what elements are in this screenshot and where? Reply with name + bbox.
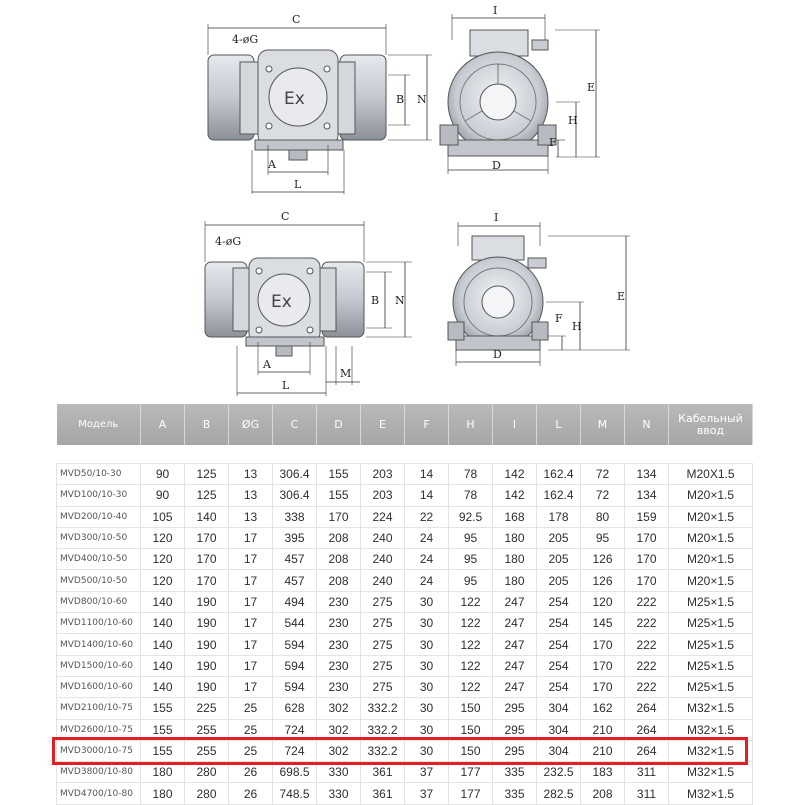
table-cell: M32×1.5 — [669, 698, 753, 719]
model-cell: MVD200/10-40 — [57, 506, 141, 527]
table-cell: 37 — [405, 762, 449, 783]
table-cell: 222 — [625, 655, 669, 676]
table-cell: 17 — [229, 570, 273, 591]
bottom-side-dim-e: E — [617, 290, 626, 303]
col-header-f: F — [405, 404, 449, 445]
table-cell: 95 — [449, 570, 493, 591]
table-cell: 255 — [185, 740, 229, 761]
table-cell: 306.4 — [273, 464, 317, 485]
top-side-dim-d: D — [492, 159, 501, 172]
bottom-side-dim-h: H — [572, 320, 582, 333]
table-cell: 78 — [449, 485, 493, 506]
table-cell: 142 — [493, 464, 537, 485]
table-cell: 280 — [185, 762, 229, 783]
table-cell: 17 — [229, 676, 273, 697]
table-cell: 126 — [581, 549, 625, 570]
table-cell: 594 — [273, 634, 317, 655]
table-cell: 122 — [449, 591, 493, 612]
table-cell: 210 — [581, 719, 625, 740]
table-cell: M25×1.5 — [669, 676, 753, 697]
table-cell: M20×1.5 — [669, 570, 753, 591]
table-cell: 170 — [625, 570, 669, 591]
table-cell: 698.5 — [273, 762, 317, 783]
table-row — [57, 527, 753, 548]
table-cell: 168 — [493, 506, 537, 527]
table-cell: 26 — [229, 762, 273, 783]
table-cell: 275 — [361, 655, 405, 676]
table-cell: 120 — [141, 549, 185, 570]
table-row — [57, 613, 753, 634]
dimension-drawings — [0, 0, 800, 400]
table-cell: 295 — [493, 740, 537, 761]
table-cell: 17 — [229, 591, 273, 612]
table-cell: 170 — [185, 527, 229, 548]
table-cell: 304 — [537, 719, 581, 740]
table-cell: 140 — [185, 506, 229, 527]
table-cell: M20×1.5 — [669, 506, 753, 527]
table-cell: 330 — [317, 783, 361, 804]
table-cell: 72 — [581, 485, 625, 506]
table-cell: 335 — [493, 783, 537, 804]
table-cell: 95 — [581, 527, 625, 548]
table-cell: 142 — [493, 485, 537, 506]
table-cell: 361 — [361, 762, 405, 783]
table-cell: 17 — [229, 549, 273, 570]
table-cell: 190 — [185, 655, 229, 676]
table-row — [57, 762, 753, 783]
table-cell: M25×1.5 — [669, 613, 753, 634]
top-front-ex-mark: Ex — [284, 89, 305, 109]
table-row — [57, 634, 753, 655]
table-cell: 90 — [141, 464, 185, 485]
model-cell: MVD1500/10-60 — [57, 655, 141, 676]
table-cell: 457 — [273, 549, 317, 570]
model-cell: MVD800/10-60 — [57, 591, 141, 612]
table-cell: 203 — [361, 485, 405, 506]
table-cell: 304 — [537, 698, 581, 719]
table-cell: 140 — [141, 591, 185, 612]
table-cell: 230 — [317, 591, 361, 612]
top-side-dim-f: F — [549, 136, 557, 149]
bottom-front-dim-l: L — [282, 379, 290, 392]
table-cell: 247 — [493, 655, 537, 676]
table-cell: 170 — [581, 655, 625, 676]
table-cell: 205 — [537, 527, 581, 548]
table-cell: 17 — [229, 634, 273, 655]
table-cell: 264 — [625, 719, 669, 740]
table-cell: 247 — [493, 613, 537, 634]
table-cell: 240 — [361, 549, 405, 570]
table-row — [57, 485, 753, 506]
model-cell: MVD50/10-30 — [57, 464, 141, 485]
table-cell: 724 — [273, 740, 317, 761]
table-cell: 140 — [141, 676, 185, 697]
top-side-dim-i: I — [493, 4, 498, 17]
table-cell: 230 — [317, 613, 361, 634]
model-cell: MVD300/10-50 — [57, 527, 141, 548]
table-cell: M32×1.5 — [669, 762, 753, 783]
table-cell: 275 — [361, 634, 405, 655]
table-cell: 332.2 — [361, 719, 405, 740]
table-cell: 30 — [405, 591, 449, 612]
table-row — [57, 740, 753, 761]
table-cell: 210 — [581, 740, 625, 761]
bottom-side-dim-f: F — [555, 312, 563, 325]
bottom-front-dim-a: A — [263, 358, 271, 371]
model-cell: MVD2600/10-75 — [57, 719, 141, 740]
bottom-front-dim-n: N — [395, 294, 405, 307]
table-cell: 72 — [581, 464, 625, 485]
table-cell: 748.5 — [273, 783, 317, 804]
col-header-a: A — [141, 404, 185, 445]
bottom-front-dim-b: B — [371, 294, 380, 307]
table-cell: 311 — [625, 762, 669, 783]
table-cell: M20×1.5 — [669, 527, 753, 548]
table-row — [57, 655, 753, 676]
table-cell: 361 — [361, 783, 405, 804]
model-cell: MVD100/10-30 — [57, 485, 141, 506]
table-cell: 222 — [625, 676, 669, 697]
top-front-dim-c: C — [292, 13, 301, 26]
table-cell: 105 — [141, 506, 185, 527]
col-header-model: Модель — [57, 404, 141, 445]
table-cell: 37 — [405, 783, 449, 804]
table-cell: M25×1.5 — [669, 591, 753, 612]
col-header-b: B — [185, 404, 229, 445]
table-cell: 25 — [229, 719, 273, 740]
table-cell: 30 — [405, 634, 449, 655]
table-cell: 208 — [317, 570, 361, 591]
table-row — [57, 464, 753, 485]
model-cell: MVD400/10-50 — [57, 549, 141, 570]
table-cell: 544 — [273, 613, 317, 634]
table-cell: 240 — [361, 527, 405, 548]
table-cell: 22 — [405, 506, 449, 527]
table-cell: 180 — [493, 549, 537, 570]
table-cell: 78 — [449, 464, 493, 485]
table-cell: 122 — [449, 613, 493, 634]
table-cell: 30 — [405, 698, 449, 719]
model-cell: MVD4700/10-80 — [57, 783, 141, 804]
table-body — [57, 464, 753, 805]
bottom-side-view — [448, 211, 630, 366]
table-cell: 80 — [581, 506, 625, 527]
table-cell: 330 — [317, 762, 361, 783]
table-row — [57, 591, 753, 612]
table-cell: 180 — [141, 783, 185, 804]
bottom-front-dim-g: 4-øG — [215, 235, 242, 248]
table-cell: 208 — [317, 549, 361, 570]
bottom-side-dim-d: D — [493, 348, 502, 361]
table-cell: 170 — [625, 527, 669, 548]
table-row — [57, 783, 753, 804]
table-cell: 190 — [185, 591, 229, 612]
table-cell: 159 — [625, 506, 669, 527]
table-cell: 120 — [581, 591, 625, 612]
table-cell: 395 — [273, 527, 317, 548]
table-cell: 30 — [405, 719, 449, 740]
table-cell: M20X1.5 — [669, 464, 753, 485]
table-cell: 190 — [185, 676, 229, 697]
table-cell: 338 — [273, 506, 317, 527]
table-cell: 95 — [449, 549, 493, 570]
bottom-front-dim-c: C — [281, 210, 290, 223]
col-header-n: N — [625, 404, 669, 445]
table-cell: 254 — [537, 634, 581, 655]
table-cell: 304 — [537, 740, 581, 761]
col-header-m: M — [581, 404, 625, 445]
table-cell: 254 — [537, 676, 581, 697]
table-cell: 170 — [581, 634, 625, 655]
table-cell: 155 — [141, 740, 185, 761]
col-header-i: I — [493, 404, 537, 445]
table-cell: 134 — [625, 464, 669, 485]
table-cell: 150 — [449, 698, 493, 719]
col-header-l: L — [537, 404, 581, 445]
table-cell: 162.4 — [537, 464, 581, 485]
table-cell: 240 — [361, 570, 405, 591]
table-cell: 14 — [405, 464, 449, 485]
col-header-d: D — [317, 404, 361, 445]
table-cell: 275 — [361, 676, 405, 697]
table-cell: 628 — [273, 698, 317, 719]
table-cell: 17 — [229, 655, 273, 676]
table-cell: 90 — [141, 485, 185, 506]
table-cell: 332.2 — [361, 698, 405, 719]
table-cell: 264 — [625, 740, 669, 761]
table-cell: 306.4 — [273, 485, 317, 506]
table-cell: 335 — [493, 762, 537, 783]
table-cell: 180 — [493, 570, 537, 591]
table-cell: 120 — [141, 570, 185, 591]
table-header-row — [57, 404, 753, 445]
top-side-dim-h: H — [568, 114, 578, 127]
model-cell: MVD1400/10-60 — [57, 634, 141, 655]
table-cell: 178 — [537, 506, 581, 527]
table-cell: 254 — [537, 613, 581, 634]
table-cell: 203 — [361, 464, 405, 485]
table-cell: 222 — [625, 634, 669, 655]
table-cell: 311 — [625, 783, 669, 804]
model-cell: MVD1100/10-60 — [57, 613, 141, 634]
top-front-dim-l: L — [294, 178, 302, 191]
col-header-e: E — [361, 404, 405, 445]
table-cell: 13 — [229, 464, 273, 485]
model-cell: MVD1600/10-60 — [57, 676, 141, 697]
table-cell: 457 — [273, 570, 317, 591]
table-cell: 170 — [581, 676, 625, 697]
table-cell: 302 — [317, 740, 361, 761]
table-row — [57, 506, 753, 527]
table-cell: 126 — [581, 570, 625, 591]
table-cell: M20×1.5 — [669, 549, 753, 570]
table-cell: 30 — [405, 655, 449, 676]
table-cell: M25×1.5 — [669, 655, 753, 676]
table-cell: M32×1.5 — [669, 719, 753, 740]
table-cell: 724 — [273, 719, 317, 740]
spec-table — [56, 404, 753, 805]
table-cell: M25×1.5 — [669, 634, 753, 655]
bottom-front-view — [205, 210, 412, 396]
table-cell: 120 — [141, 527, 185, 548]
top-front-dim-a: A — [268, 158, 276, 171]
table-cell: 140 — [141, 634, 185, 655]
table-cell: 255 — [185, 719, 229, 740]
table-cell: 205 — [537, 570, 581, 591]
top-side-dim-e: E — [587, 81, 596, 94]
table-cell: 122 — [449, 655, 493, 676]
bottom-front-dim-m: M — [340, 367, 352, 380]
table-cell: 26 — [229, 783, 273, 804]
table-cell: 140 — [141, 613, 185, 634]
table-cell: 180 — [493, 527, 537, 548]
table-cell: M32×1.5 — [669, 740, 753, 761]
table-cell: 145 — [581, 613, 625, 634]
table-cell: 302 — [317, 698, 361, 719]
table-cell: 190 — [185, 613, 229, 634]
table-row — [57, 570, 753, 591]
table-cell: 30 — [405, 613, 449, 634]
top-front-dim-n: N — [417, 93, 427, 106]
table-cell: 140 — [141, 655, 185, 676]
table-cell: 122 — [449, 634, 493, 655]
table-cell: 170 — [185, 549, 229, 570]
table-cell: 208 — [581, 783, 625, 804]
table-cell: 170 — [185, 570, 229, 591]
table-cell: 295 — [493, 719, 537, 740]
model-cell: MVD500/10-50 — [57, 570, 141, 591]
table-cell: 232.5 — [537, 762, 581, 783]
table-cell: 150 — [449, 740, 493, 761]
table-cell: 14 — [405, 485, 449, 506]
table-cell: 208 — [317, 527, 361, 548]
table-cell: 594 — [273, 655, 317, 676]
table-cell: 170 — [625, 549, 669, 570]
table-cell: 25 — [229, 740, 273, 761]
table-row — [57, 698, 753, 719]
top-side-view — [440, 4, 600, 174]
table-cell: 254 — [537, 655, 581, 676]
table-cell: 280 — [185, 783, 229, 804]
table-cell: 332.2 — [361, 740, 405, 761]
table-cell: 180 — [141, 762, 185, 783]
table-cell: 134 — [625, 485, 669, 506]
table-cell: 162 — [581, 698, 625, 719]
table-cell: 25 — [229, 698, 273, 719]
table-cell: 275 — [361, 613, 405, 634]
top-front-dim-g: 4-øG — [232, 33, 259, 46]
table-cell: 295 — [493, 698, 537, 719]
table-cell: 17 — [229, 527, 273, 548]
table-cell: 125 — [185, 464, 229, 485]
table-row — [57, 549, 753, 570]
table-cell: 230 — [317, 676, 361, 697]
table-cell: 155 — [141, 698, 185, 719]
table-cell: 155 — [317, 464, 361, 485]
model-cell: MVD3000/10-75 — [57, 740, 141, 761]
table-cell: 190 — [185, 634, 229, 655]
table-cell: 92.5 — [449, 506, 493, 527]
table-cell: 30 — [405, 676, 449, 697]
table-cell: 177 — [449, 762, 493, 783]
table-cell: 205 — [537, 549, 581, 570]
table-cell: 24 — [405, 549, 449, 570]
table-cell: 247 — [493, 591, 537, 612]
table-cell: 155 — [141, 719, 185, 740]
col-header-h: H — [449, 404, 493, 445]
table-cell: 302 — [317, 719, 361, 740]
table-cell: 177 — [449, 783, 493, 804]
table-cell: 24 — [405, 570, 449, 591]
table-cell: 122 — [449, 676, 493, 697]
table-cell: 224 — [361, 506, 405, 527]
table-cell: 494 — [273, 591, 317, 612]
table-cell: 225 — [185, 698, 229, 719]
top-front-view — [208, 13, 432, 194]
table-cell: 230 — [317, 634, 361, 655]
table-cell: 17 — [229, 613, 273, 634]
bottom-front-ex-mark: Ex — [271, 292, 292, 312]
table-cell: 230 — [317, 655, 361, 676]
table-cell: 24 — [405, 527, 449, 548]
table-cell: 247 — [493, 676, 537, 697]
table-cell: 155 — [317, 485, 361, 506]
top-front-dim-b: B — [396, 93, 405, 106]
table-cell: M20×1.5 — [669, 485, 753, 506]
table-cell: 30 — [405, 740, 449, 761]
table-cell: 222 — [625, 613, 669, 634]
table-cell: 594 — [273, 676, 317, 697]
model-cell: MVD2100/10-75 — [57, 698, 141, 719]
table-row — [57, 719, 753, 740]
model-cell: MVD3800/10-80 — [57, 762, 141, 783]
table-cell: 247 — [493, 634, 537, 655]
table-row — [57, 676, 753, 697]
col-header-g: ØG — [229, 404, 273, 445]
table-cell: 282.5 — [537, 783, 581, 804]
table-cell: 254 — [537, 591, 581, 612]
table-cell: M32×1.5 — [669, 783, 753, 804]
col-header-c: C — [273, 404, 317, 445]
bottom-side-dim-i: I — [494, 211, 499, 224]
table-cell: 170 — [317, 506, 361, 527]
table-cell: 13 — [229, 506, 273, 527]
col-header-cable: Кабельный ввод — [669, 404, 753, 445]
table-cell: 150 — [449, 719, 493, 740]
table-cell: 275 — [361, 591, 405, 612]
table-cell: 183 — [581, 762, 625, 783]
table-cell: 125 — [185, 485, 229, 506]
table-cell: 162.4 — [537, 485, 581, 506]
table-cell: 13 — [229, 485, 273, 506]
table-cell: 95 — [449, 527, 493, 548]
table-cell: 264 — [625, 698, 669, 719]
table-cell: 222 — [625, 591, 669, 612]
